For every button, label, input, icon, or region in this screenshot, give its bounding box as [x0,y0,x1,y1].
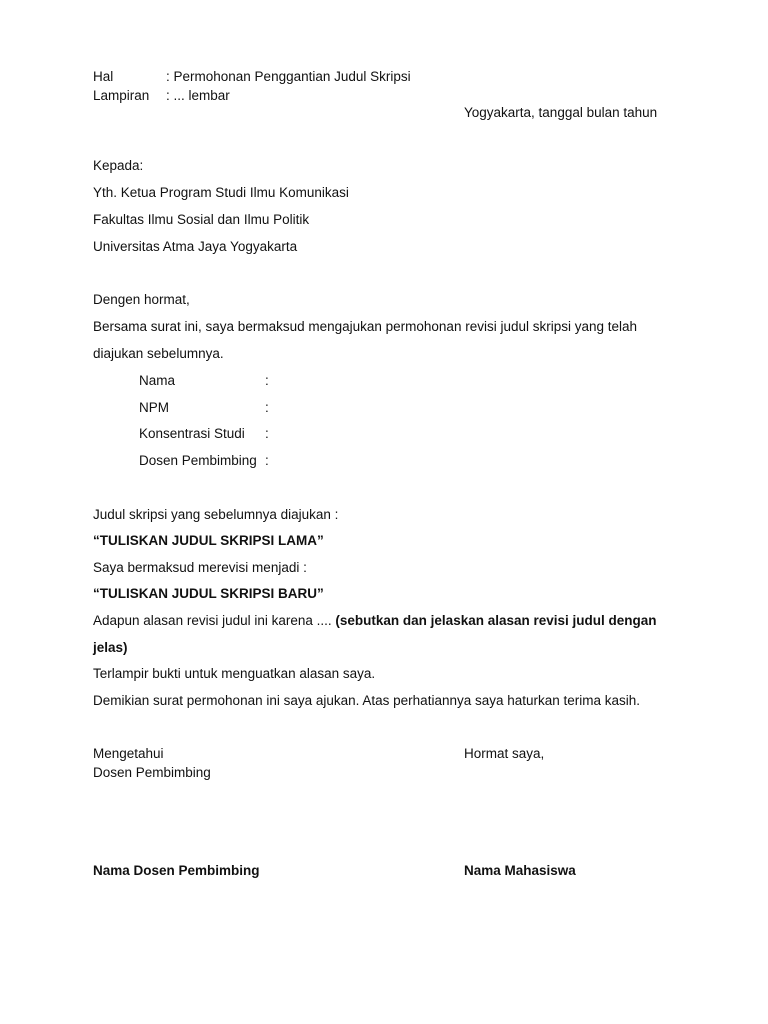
reason-instruction-cont: jelas) [93,640,128,655]
field-label-nama: Nama [139,373,176,388]
reason-instruction: (sebutkan dan jelaskan alasan revisi judul dengan [335,613,657,628]
old-title-intro: Judul skripsi yang sebelumnya diajukan : [93,507,339,522]
signature-right-title: Hormat saya, [464,746,545,761]
recipient-line-2: Fakultas Ilmu Sosial dan Ilmu Politik [93,212,310,227]
field-colon: : [265,453,269,468]
new-title-intro: Saya bermaksud merevisi menjadi : [93,560,307,575]
signature-left-role: Dosen Pembimbing [93,765,211,780]
recipient-greeting: Kepada: [93,158,144,173]
salutation: Dengen hormat, [93,292,190,307]
reason-line-1 [93,612,657,630]
closing-sentence: Demikian surat permohonan ini saya ajukan. Atas perhatiannya saya haturkan terima kasih. [93,693,641,708]
old-title: “TULISKAN JUDUL SKRIPSI LAMA” [93,533,324,548]
field-label-dosen: Dosen Pembimbing [139,453,257,468]
recipient-line-3: Universitas Atma Jaya Yogyakarta [93,239,298,254]
field-label-npm: NPM [139,400,169,415]
hal-value: : Permohonan Penggantian Judul Skripsi [166,69,411,84]
signature-right-name: Nama Mahasiswa [464,863,576,878]
hal-label: Hal [93,69,114,84]
intro-line-2: diajukan sebelumnya. [93,346,224,361]
new-title: “TULISKAN JUDUL SKRIPSI BARU” [93,586,324,601]
lampiran-value: : ... lembar [166,88,230,103]
recipient-line-1: Yth. Ketua Program Studi Ilmu Komunikasi [93,185,349,200]
field-label-konsentrasi: Konsentrasi Studi [139,426,245,441]
field-colon: : [265,426,269,441]
signature-left-name: Nama Dosen Pembimbing [93,863,260,878]
signature-left-title: Mengetahui [93,746,164,761]
intro-line-1: Bersama surat ini, saya bermaksud mengajukan permohonan revisi judul skripsi yang telah [93,319,638,334]
attachment-note: Terlampir bukti untuk menguatkan alasan saya. [93,666,376,681]
field-colon: : [265,373,269,388]
place-date: Yogyakarta, tanggal bulan tahun [464,105,658,120]
lampiran-label: Lampiran [93,88,150,103]
field-colon: : [265,400,269,415]
reason-text: Adapun alasan revisi judul ini karena .... [93,613,336,628]
